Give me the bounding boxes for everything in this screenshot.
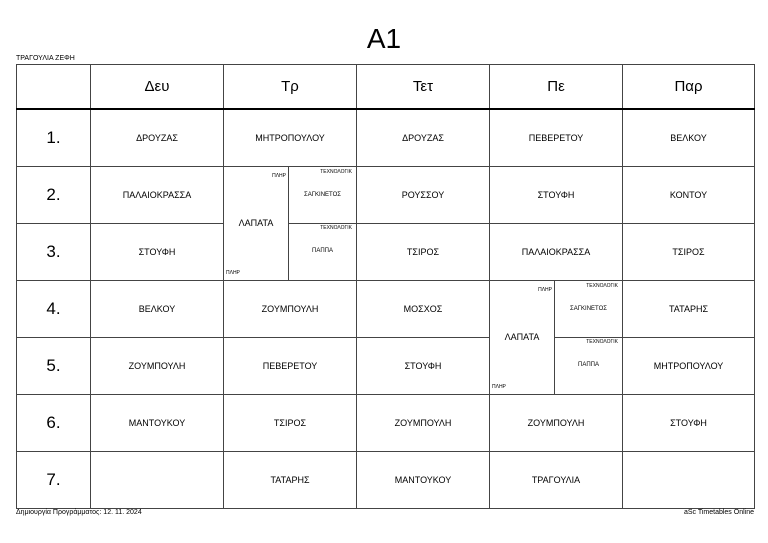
group-tag: ΠΛΗΡ — [538, 286, 552, 293]
lesson-cell: ΠΑΛΑΙΟΚΡΑΣΣΑ — [91, 166, 224, 223]
period-row-2 — [17, 166, 755, 223]
brand-footer: aSc Timetables Online — [683, 509, 754, 516]
period-label: 5. — [17, 337, 91, 394]
lesson-cell: ΤΡΑΓΟΥΛΙΑ — [490, 451, 623, 508]
page-title: A1 — [366, 23, 402, 54]
day-header-fri: Παρ — [623, 65, 755, 110]
lesson-cell: ΚΟΝΤΟΥ — [623, 166, 755, 223]
lesson-cell: ΠΑΛΑΙΟΚΡΑΣΣΑ — [490, 223, 623, 280]
lesson-cell — [623, 451, 755, 508]
lesson-name: ΠΑΠΠΑ — [577, 362, 599, 369]
split-lesson-cell-thu — [490, 280, 623, 394]
period-label: 7. — [17, 451, 91, 508]
lesson-cell: ΤΑΤΑΡΗΣ — [224, 451, 357, 508]
period-row-4 — [17, 280, 755, 337]
lesson-cell: ΜΑΝΤΟΥΚΟΥ — [91, 394, 224, 451]
day-header-wed: Τετ — [357, 65, 490, 110]
lesson-cell: ΜΗΤΡΟΠΟΥΛΟΥ — [623, 337, 755, 394]
day-header-thu: Πε — [490, 65, 623, 110]
day-header-tue: Τρ — [224, 65, 357, 110]
lesson-cell: ΡΟΥΣΣΟΥ — [357, 166, 490, 223]
corner-cell — [17, 65, 91, 110]
sub-lesson — [554, 281, 622, 339]
lesson-cell: ΣΤΟΥΦΗ — [91, 223, 224, 280]
period-label: 2. — [17, 166, 91, 223]
lesson-cell: ΖΟΥΜΠΟΥΛΗ — [357, 394, 490, 451]
period-label: 6. — [17, 394, 91, 451]
group-tag: ΠΛΗΡ — [226, 269, 240, 276]
creation-date: Δημιουργία Προγράμματος: 12. 11. 2024 — [16, 509, 142, 516]
group-tag: ΤΕΧΝΟΛΟΓΙΚ — [586, 282, 618, 289]
group-tag: ΤΕΧΝΟΛΟΓΙΚ — [320, 168, 352, 175]
lesson-cell: ΒΕΛΚΟΥ — [91, 280, 224, 337]
lesson-name: ΛΑΠΑΤΑ — [504, 332, 540, 342]
lesson-name: ΛΑΠΑΤΑ — [238, 218, 274, 228]
period-label: 3. — [17, 223, 91, 280]
group-tag: ΤΕΧΝΟΛΟΓΙΚ — [320, 225, 352, 231]
lesson-cell: ΤΣΙΡΟΣ — [357, 223, 490, 280]
lesson-name: ΠΑΠΠΑ — [311, 248, 333, 255]
lesson-cell: ΒΕΛΚΟΥ — [623, 109, 755, 166]
split-lesson-cell-tue — [224, 166, 357, 280]
period-row-6 — [17, 394, 755, 451]
period-row-7 — [17, 451, 755, 508]
lesson-cell: ΠΕΒΕΡΕΤΟΥ — [224, 337, 357, 394]
lesson-cell: ΖΟΥΜΠΟΥΛΗ — [490, 394, 623, 451]
lesson-cell — [91, 451, 224, 508]
lesson-cell: ΖΟΥΜΠΟΥΛΗ — [224, 280, 357, 337]
lesson-cell: ΣΤΟΥΦΗ — [357, 337, 490, 394]
sub-lesson — [288, 223, 356, 280]
group-tag: ΠΛΗΡ — [272, 172, 286, 179]
sub-lesson — [554, 337, 622, 394]
sub-lesson — [288, 167, 356, 225]
day-header-row — [17, 65, 755, 110]
day-header-mon: Δευ — [91, 65, 224, 110]
lesson-cell: ΜΗΤΡΟΠΟΥΛΟΥ — [224, 109, 357, 166]
lesson-cell: ΣΤΟΥΦΗ — [623, 394, 755, 451]
lesson-cell: ΤΣΙΡΟΣ — [623, 223, 755, 280]
period-row-3 — [17, 223, 755, 280]
lesson-cell: ΔΡΟΥΖΑΣ — [91, 109, 224, 166]
lesson-name: ΣΑΓΚΙΝΕΤΟΣ — [304, 191, 341, 198]
period-row-1 — [17, 109, 755, 166]
group-tag: ΠΛΗΡ — [492, 383, 506, 390]
lesson-name: ΣΑΓΚΙΝΕΤΟΣ — [570, 305, 607, 312]
class-name: ΤΡΑΓΟΥΛΙΑ ΖΕΦΗ — [16, 55, 75, 62]
lesson-cell: ΜΟΣΧΟΣ — [357, 280, 490, 337]
lesson-cell: ΣΤΟΥΦΗ — [490, 166, 623, 223]
period-label: 1. — [17, 109, 91, 166]
period-row-5 — [17, 337, 755, 394]
lesson-cell: ΜΑΝΤΟΥΚΟΥ — [357, 451, 490, 508]
period-label: 4. — [17, 280, 91, 337]
lesson-cell: ΤΣΙΡΟΣ — [224, 394, 357, 451]
lesson-cell: ΤΑΤΑΡΗΣ — [623, 280, 755, 337]
group-tag: ΤΕΧΝΟΛΟΓΙΚ — [586, 339, 618, 345]
lesson-cell: ΔΡΟΥΖΑΣ — [357, 109, 490, 166]
lesson-cell: ΠΕΒΕΡΕΤΟΥ — [490, 109, 623, 166]
lesson-cell: ΖΟΥΜΠΟΥΛΗ — [91, 337, 224, 394]
timetable-grid — [16, 64, 755, 509]
